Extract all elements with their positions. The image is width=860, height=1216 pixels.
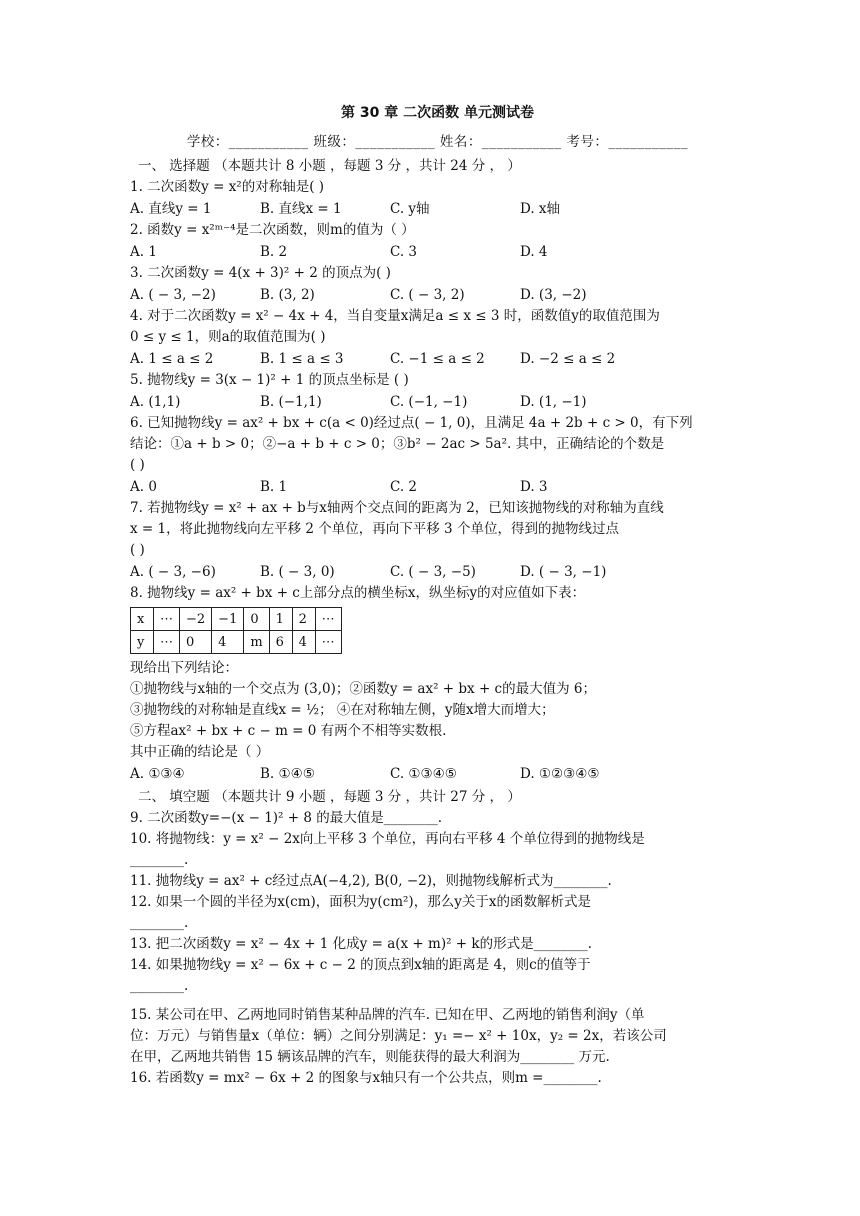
option-a: A. 0 — [130, 479, 157, 495]
option-a: A. 1 ≤ a ≤ 2 — [130, 351, 214, 367]
table-row-y — [131, 631, 342, 654]
table-cell: ⋯ — [154, 631, 180, 654]
answer-blank: ________. — [130, 978, 189, 994]
option-a: A. ( − 3, −2) — [130, 287, 216, 303]
table-cell: y — [131, 631, 154, 654]
table-cell: ⋯ — [315, 608, 341, 631]
question-6 — [130, 413, 745, 498]
option-d: D. (3, −2) — [520, 287, 587, 303]
statement-prompt: 其中正确的结论是（ ） — [130, 744, 270, 760]
option-d: D. 3 — [520, 479, 548, 495]
question-stem: 3. 二次函数y = 4(x + 3)² + 2 的顶点为( ) — [130, 265, 391, 281]
statement-3-4: ③抛物线的对称轴是直线x = ½； ④在对称轴左侧，y随x增大而增大； — [130, 702, 555, 718]
answer-bracket: ( ) — [130, 457, 145, 473]
exam-page — [130, 102, 745, 1089]
option-c: C. 3 — [390, 244, 418, 260]
statement-5: ⑤方程ax² + bx + c − m = 0 有两个不相等实数根. — [130, 723, 447, 739]
option-b: B. 1 — [260, 479, 288, 495]
question-stem: 2. 函数y = x²ᵐ⁻⁴是二次函数，则m的值为（ ） — [130, 222, 415, 238]
option-b: B. (−1,1) — [260, 394, 322, 410]
question-stem: 6. 已知抛物线y = ax² + bx + c(a < 0)经过点( − 1, 0)，且满足 4a + 2b + c > 0，有下列 — [130, 415, 693, 431]
option-c: C. ( − 3, −5) — [390, 564, 476, 580]
option-c: C. y轴 — [390, 201, 430, 217]
question-3 — [130, 263, 745, 306]
answer-blank: ________. — [130, 852, 189, 868]
option-a: A. ( − 3, −6) — [130, 564, 216, 580]
question-stem: 4. 对于二次函数y = x² − 4x + 4，当自变量x满足a ≤ x ≤ 3 时，函数值y的取值范围为 — [130, 308, 660, 324]
table-cell: 1 — [269, 608, 292, 631]
table-cell: −2 — [180, 608, 212, 631]
option-b: B. 2 — [260, 244, 288, 260]
question-stem-cont: x = 1，将此抛物线向左平移 2 个单位，再向下平移 3 个单位，得到的抛物线过点 — [130, 521, 619, 537]
table-cell: x — [131, 608, 154, 631]
option-d: D. (1, −1) — [520, 394, 587, 410]
question-stem: 5. 抛物线y = 3(x − 1)² + 1 的顶点坐标是 ( ) — [130, 372, 409, 388]
question-stem-cont: 0 ≤ y ≤ 1，则a的取值范围为( ) — [130, 329, 326, 345]
option-c: C. −1 ≤ a ≤ 2 — [390, 351, 485, 367]
option-a: A. ①③④ — [130, 766, 185, 782]
question-4 — [130, 306, 745, 370]
answer-blank: ________. — [130, 915, 189, 931]
question-16: 16. 若函数y = mx² − 6x + 2 的图象与x轴只有一个公共点，则m =________. — [130, 1070, 602, 1086]
statement-1-2: ①抛物线与x轴的一个交点为 (3,0)；②函数y = ax² + bx + c的最大值为 6； — [130, 681, 596, 697]
table-cell: 2 — [292, 608, 315, 631]
question-5 — [130, 370, 745, 413]
option-b: B. ( − 3, 0) — [260, 564, 335, 580]
table-row-x — [131, 608, 342, 631]
table-cell: 0 — [180, 631, 212, 654]
option-b: B. 1 ≤ a ≤ 3 — [260, 351, 344, 367]
question-15-cont: 在甲，乙两地共销售 15 辆该品牌的汽车，则能获得的最大利润为________ 万元. — [130, 1049, 610, 1065]
option-d: D. ①②③④⑤ — [520, 766, 600, 782]
question-15-cont: 位：万元）与销售量x（单位：辆）之间分别满足：y₁ =− x² + 10x，y₂ = 2x，若该公司 — [130, 1028, 667, 1044]
student-info-line: 学校：___________ 班级：___________ 姓名：___________ 考号：___________ — [186, 134, 689, 150]
statement-intro: 现给出下列结论： — [130, 660, 238, 676]
option-c: C. ( − 3, 2) — [390, 287, 465, 303]
question-15: 15. 某公司在甲、乙两地同时销售某种品牌的汽车. 已知在甲、乙两地的销售利润y（单 — [130, 1007, 645, 1023]
option-a: A. (1,1) — [130, 394, 181, 410]
option-c: C. (−1, −1) — [390, 394, 468, 410]
option-b: B. ①④⑤ — [260, 766, 315, 782]
question-stem-cont: 结论：①a + b > 0；②−a + b + c > 0；③b² − 2ac > 5a². 其中，正确结论的个数是 — [130, 436, 665, 452]
table-cell: 0 — [244, 608, 269, 631]
question-11: 11. 抛物线y = ax² + c经过点A(−4,2), B(0, −2)，则抛物线解析式为________. — [130, 873, 612, 889]
question-12: 12. 如果一个圆的半径为x(cm)，面积为y(cm²)，那么y关于x的函数解析式是 — [130, 894, 591, 910]
question-9: 9. 二次函数y=−(x − 1)² + 8 的最大值是________. — [130, 810, 443, 826]
question-7 — [130, 498, 745, 583]
option-b: B. 直线x = 1 — [260, 201, 342, 217]
table-cell: 4 — [292, 631, 315, 654]
section-heading-choice: 一、 选择题 （本题共计 8 小题 ，每题 3 分 ，共计 24 分 ， ） — [138, 158, 521, 174]
option-d: D. ( − 3, −1) — [520, 564, 607, 580]
question-8 — [130, 583, 745, 785]
question-2 — [130, 220, 745, 263]
table-cell: 6 — [269, 631, 292, 654]
section-heading-fill: 二、 填空题 （本题共计 9 小题 ，每题 3 分 ，共计 27 分 ， ） — [138, 789, 521, 805]
question-stem: 7. 若抛物线y = x² + ax + b与x轴两个交点间的距离为 2，已知该抛物线的对称轴为直线 — [130, 500, 664, 516]
question-stem: 8. 抛物线y = ax² + bx + c上部分点的横坐标x，纵坐标y的对应值如下表： — [130, 585, 586, 601]
table-cell: m — [244, 631, 269, 654]
answer-bracket: ( ) — [130, 542, 145, 558]
value-table — [130, 607, 342, 654]
option-c: C. ①③④⑤ — [390, 766, 457, 782]
table-cell: 4 — [212, 631, 244, 654]
table-cell: ⋯ — [315, 631, 341, 654]
option-c: C. 2 — [390, 479, 418, 495]
question-14: 14. 如果抛物线y = x² − 6x + c − 2 的顶点到x轴的距离是 4，则c的值等于 — [130, 957, 591, 973]
option-d: D. x轴 — [520, 201, 561, 217]
question-13: 13. 把二次函数y = x² − 4x + 1 化成y = a(x + m)² + k的形式是________. — [130, 936, 592, 952]
page-title: 第 30 章 二次函数 单元测试卷 — [341, 105, 534, 121]
table-cell: −1 — [212, 608, 244, 631]
option-b: B. (3, 2) — [260, 287, 315, 303]
table-cell: ⋯ — [154, 608, 180, 631]
option-a: A. 直线y = 1 — [130, 201, 212, 217]
option-a: A. 1 — [130, 244, 157, 260]
option-d: D. −2 ≤ a ≤ 2 — [520, 351, 616, 367]
question-10: 10. 将抛物线：y = x² − 2x向上平移 3 个单位，再向右平移 4 个单位得到的抛物线是 — [130, 831, 645, 847]
option-d: D. 4 — [520, 244, 548, 260]
question-1 — [130, 177, 745, 220]
question-stem: 1. 二次函数y = x²的对称轴是( ) — [130, 179, 325, 195]
